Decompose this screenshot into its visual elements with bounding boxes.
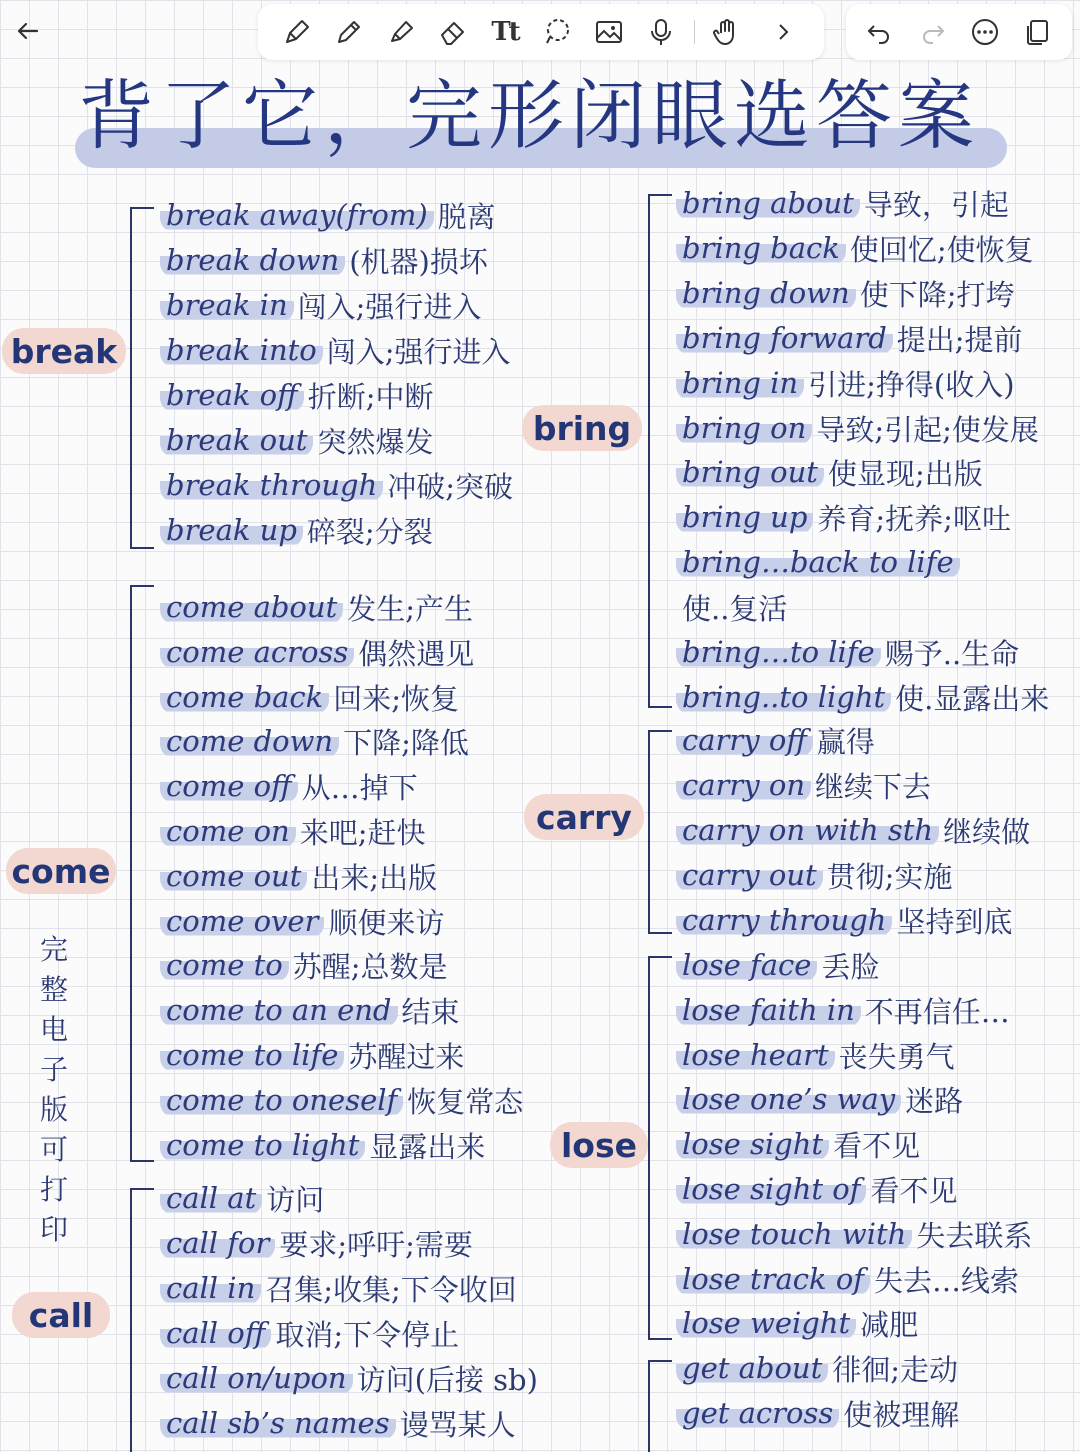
redo-icon	[919, 18, 947, 46]
lose-phrase-entry	[676, 945, 879, 985]
come-phrase-entry	[160, 1125, 485, 1165]
bring-phrase-entry	[676, 183, 1009, 223]
more-tools-button[interactable]	[764, 13, 802, 51]
meaning-text: 折断;中断	[307, 379, 434, 414]
phrase-text: break off	[160, 378, 304, 412]
meaning-text: 看不见	[870, 1173, 958, 1208]
hand-tool[interactable]	[708, 13, 746, 51]
side-note: 完整电子版可打印	[40, 933, 69, 1246]
break-phrase-entry	[160, 375, 433, 415]
call-phrase-entry	[160, 1268, 517, 1308]
meaning-text: 丧失勇气	[838, 1039, 955, 1074]
phrase-text: call sb’s names	[160, 1406, 396, 1440]
meaning-text: 碎裂;分裂	[306, 514, 433, 549]
meaning-text: 看不见	[833, 1128, 921, 1163]
phrase-text: bring down	[676, 276, 856, 310]
meaning-text: 引进;挣得(收入)	[808, 367, 1015, 402]
come-phrase-entry	[160, 811, 426, 851]
break-phrase-entry	[160, 420, 433, 460]
marker-icon	[385, 16, 417, 48]
phrase-text: call at	[160, 1181, 262, 1215]
come-phrase-entry	[160, 856, 437, 896]
carry-phrase-entry	[676, 765, 931, 805]
meaning-text: 苏醒;总数是	[292, 949, 448, 984]
back-button[interactable]	[4, 8, 52, 54]
phrase-text: bring out	[676, 455, 824, 489]
phrase-text: bring forward	[676, 321, 893, 355]
text-tool[interactable]	[486, 13, 524, 51]
phrase-text: break in	[160, 288, 294, 322]
meaning-text: 失去联系	[916, 1218, 1033, 1253]
break-phrase-entry	[160, 195, 496, 235]
meaning-text: 导致;引起;使发展	[816, 412, 1039, 447]
eraser-tool[interactable]	[434, 13, 472, 51]
bracket-lose	[648, 956, 672, 1340]
bring-phrase-entry	[676, 677, 1049, 717]
phrase-text: bring on	[676, 411, 812, 445]
break-phrase-entry	[160, 285, 481, 325]
lose-phrase-entry	[676, 1124, 920, 1164]
meaning-text: 顺便来访	[328, 905, 445, 940]
meaning-text: 偶然遇见	[358, 636, 475, 671]
phrase-text: break down	[160, 243, 345, 277]
phrase-text: call on/upon	[160, 1361, 353, 1395]
phrase-text: come on	[160, 814, 296, 848]
come-phrase-entry	[160, 766, 418, 806]
call-phrase-entry	[160, 1358, 538, 1398]
bracket-bring	[648, 194, 672, 708]
bring-phrase-entry	[676, 408, 1039, 448]
get-phrase-entry	[676, 1348, 958, 1388]
phrase-text: bring up	[676, 500, 813, 534]
bracket-come	[130, 585, 154, 1162]
chevron-right-icon	[771, 20, 795, 44]
phrase-text: lose touch with	[676, 1217, 912, 1251]
meaning-text: 苏醒过来	[348, 1039, 465, 1074]
phrase-text: come to light	[160, 1128, 365, 1162]
undo-button[interactable]	[860, 13, 898, 51]
tool-palette	[258, 4, 824, 60]
meaning-text: 恢复常态	[407, 1084, 524, 1119]
meaning-text: 继续做	[943, 814, 1031, 849]
carry-phrase-entry	[676, 855, 952, 895]
meaning-text: 召集;收集;下令收回	[265, 1272, 517, 1307]
meaning-text: 显露出来	[369, 1129, 486, 1164]
phrase-text: bring..to light	[676, 680, 891, 714]
lose-phrase-entry	[676, 1169, 957, 1209]
meaning-text: 徘徊;走动	[832, 1352, 959, 1387]
meaning-text: (机器)损坏	[349, 244, 488, 279]
come-phrase-entry	[160, 990, 460, 1030]
phrase-text: call in	[160, 1271, 261, 1305]
pencil-icon	[333, 16, 365, 48]
image-icon	[593, 16, 625, 48]
meaning-text: 使回忆;使恢复	[849, 232, 1034, 267]
bring-phrase-entry	[676, 363, 1015, 403]
meaning-text: 继续下去	[815, 769, 932, 804]
come-phrase-entry	[160, 1080, 523, 1120]
marker-tool[interactable]	[382, 13, 420, 51]
phrase-text: come to	[160, 948, 289, 982]
break-phrase-entry	[160, 240, 488, 280]
phrase-text: lose track of	[676, 1262, 870, 1296]
break-phrase-entry	[160, 465, 513, 505]
meaning-text: 结束	[401, 994, 460, 1029]
text-tool-icon: Tt	[491, 17, 519, 47]
meaning-text: 来吧;赶快	[299, 815, 426, 850]
toolbar	[0, 0, 1080, 62]
bracket-call	[130, 1188, 154, 1452]
lose-phrase-entry	[676, 1035, 955, 1075]
group-label-come: come	[6, 848, 116, 894]
meaning-text: 下降;降低	[343, 725, 469, 760]
phrase-text: come off	[160, 769, 298, 803]
call-phrase-entry	[160, 1313, 459, 1353]
meaning-text: 谩骂某人	[399, 1407, 516, 1442]
meaning-text: 贯彻;实施	[826, 859, 953, 894]
meaning-text: 要求;呼吁;需要	[279, 1227, 473, 1262]
call-phrase-entry	[160, 1178, 324, 1218]
lose-phrase-entry	[676, 1079, 963, 1119]
phrase-text: carry out	[676, 858, 823, 892]
meaning-text: 不再信任…	[864, 994, 1010, 1029]
lose-phrase-entry	[676, 1259, 1019, 1299]
meaning-text: 出来;出版	[311, 860, 438, 895]
meaning-text: 使..复活	[682, 591, 788, 626]
carry-phrase-entry	[676, 720, 875, 760]
come-phrase-entry	[160, 587, 473, 627]
image-tool[interactable]	[590, 13, 628, 51]
break-phrase-entry	[160, 330, 511, 370]
phrase-text: bring back	[676, 231, 846, 265]
pencil-tool[interactable]	[330, 13, 368, 51]
phrase-text: carry on with sth	[676, 813, 939, 847]
phrase-text: bring…back to life	[676, 545, 960, 579]
microphone-icon	[645, 16, 677, 48]
pages-button[interactable]	[1018, 13, 1056, 51]
eraser-icon	[437, 16, 469, 48]
phrase-text: lose weight	[676, 1306, 856, 1340]
meaning-text: 冲破;突破	[387, 469, 514, 504]
phrase-text: come over	[160, 904, 324, 938]
phrase-text: come to oneself	[160, 1083, 403, 1117]
phrase-text: lose one’s way	[676, 1082, 901, 1116]
meaning-text: 闯入;强行进入	[297, 289, 482, 324]
bring-phrase-entry	[676, 318, 1023, 358]
phrase-text: get about	[676, 1351, 828, 1385]
phrase-text: lose sight of	[676, 1172, 866, 1206]
meaning-text: 坚持到底	[896, 904, 1013, 939]
call-phrase-entry	[160, 1403, 516, 1443]
undo-icon	[865, 18, 893, 46]
meaning-text: 失去…线索	[874, 1263, 1020, 1298]
phrase-text: break out	[160, 423, 313, 457]
group-label-carry: carry	[524, 794, 644, 840]
meaning-text: 导致，引起	[863, 187, 1009, 222]
meaning-text: 赢得	[816, 724, 875, 759]
phrase-text: bring about	[676, 186, 860, 220]
phrase-text: come to an end	[160, 993, 398, 1027]
phrase-text: break into	[160, 333, 323, 367]
meaning-text: 从…掉下	[301, 770, 418, 805]
come-phrase-entry	[160, 721, 469, 761]
carry-phrase-entry	[676, 810, 1030, 850]
action-bar	[846, 4, 1072, 60]
meaning-text: 赐予..生命	[884, 636, 1020, 671]
group-label-bring: bring	[522, 405, 642, 451]
phrase-text: call off	[160, 1316, 271, 1350]
pen-icon	[281, 16, 313, 48]
pen-tool[interactable]	[278, 13, 316, 51]
copy-icon	[1022, 17, 1052, 47]
meaning-text: 闯入;强行进入	[326, 334, 511, 369]
meaning-text: 突然爆发	[317, 424, 434, 459]
meaning-text: 使被理解	[843, 1397, 960, 1432]
phrase-text: come about	[160, 590, 343, 624]
group-label-call: call	[12, 1292, 110, 1338]
phrase-text: bring…to life	[676, 635, 881, 669]
phrase-text: lose sight	[676, 1127, 829, 1161]
phrase-text: carry through	[676, 903, 892, 937]
group-label-lose: lose	[550, 1122, 648, 1168]
phrase-text: come to life	[160, 1038, 344, 1072]
bracket-get	[648, 1360, 672, 1452]
lose-phrase-entry	[676, 1214, 1032, 1254]
bring-phrase-entry	[676, 228, 1034, 268]
group-label-break: break	[2, 328, 126, 374]
phrase-text: lose face	[676, 948, 817, 982]
bracket-carry	[648, 730, 672, 934]
more-icon	[969, 16, 1001, 48]
meaning-text: 养育;抚养;呕吐	[817, 501, 1011, 536]
phrase-text: bring in	[676, 366, 804, 400]
meaning-text: 使下降;打垮	[859, 277, 1015, 312]
meaning-text: 提出;提前	[896, 322, 1023, 357]
bring-phrase-entry	[676, 497, 1011, 537]
carry-phrase-entry	[676, 900, 1012, 940]
come-phrase-entry	[160, 901, 444, 941]
meaning-text: 取消;下令停止	[275, 1317, 460, 1352]
come-phrase-entry	[160, 945, 447, 985]
meaning-text: 迷路	[905, 1083, 964, 1118]
phrase-text: call for	[160, 1226, 275, 1260]
meaning-text: 使.显露出来	[895, 681, 1050, 716]
phrase-text: carry off	[676, 723, 813, 757]
phrase-text: get across	[676, 1396, 839, 1430]
redo-button[interactable]	[914, 13, 952, 51]
lasso-icon	[541, 16, 573, 48]
come-phrase-entry	[160, 632, 474, 672]
lose-phrase-entry	[676, 1303, 918, 1343]
phrase-text: come across	[160, 635, 354, 669]
meaning-text: 减肥	[860, 1307, 919, 1342]
phrase-text: carry on	[676, 768, 811, 802]
meaning-text: 回来;恢复	[333, 681, 460, 716]
more-button[interactable]	[966, 13, 1004, 51]
arrow-left-icon	[13, 16, 43, 46]
page-title: 背了它，完形闭眼选答案	[78, 71, 980, 160]
bring-phrase-entry	[676, 632, 1019, 672]
phrase-text: break up	[160, 513, 303, 547]
meaning-text: 发生;产生	[347, 591, 474, 626]
phrase-text: break away(from)	[160, 198, 434, 232]
lose-phrase-entry	[676, 990, 1010, 1030]
hand-icon	[711, 16, 743, 48]
bring-phrase-entry	[676, 273, 1014, 313]
phrase-text: lose faith in	[676, 993, 861, 1027]
meaning-text: 访问	[266, 1182, 325, 1217]
phrase-text: lose heart	[676, 1038, 835, 1072]
bring-phrase-entry	[676, 452, 983, 492]
phrase-text: come down	[160, 724, 339, 758]
call-phrase-entry	[160, 1223, 473, 1263]
meaning-text: 使显现;出版	[827, 456, 983, 491]
break-phrase-entry	[160, 510, 433, 550]
toolbar-divider	[694, 20, 695, 44]
lasso-tool[interactable]	[538, 13, 576, 51]
meaning-text: 脱离	[437, 199, 496, 234]
phrase-text: come back	[160, 680, 329, 714]
phrase-text: break through	[160, 468, 383, 502]
meaning-text: 丢脸	[821, 949, 880, 984]
bracket-break	[130, 207, 154, 549]
phrase-text: come out	[160, 859, 307, 893]
microphone-tool[interactable]	[642, 13, 680, 51]
bring-phrase-entry	[676, 542, 960, 582]
come-phrase-entry	[160, 1035, 464, 1075]
meaning-text: 访问(后接 sb)	[356, 1362, 538, 1397]
bring-phrase-entry	[676, 587, 787, 627]
get-phrase-entry	[676, 1393, 959, 1433]
come-phrase-entry	[160, 677, 459, 717]
